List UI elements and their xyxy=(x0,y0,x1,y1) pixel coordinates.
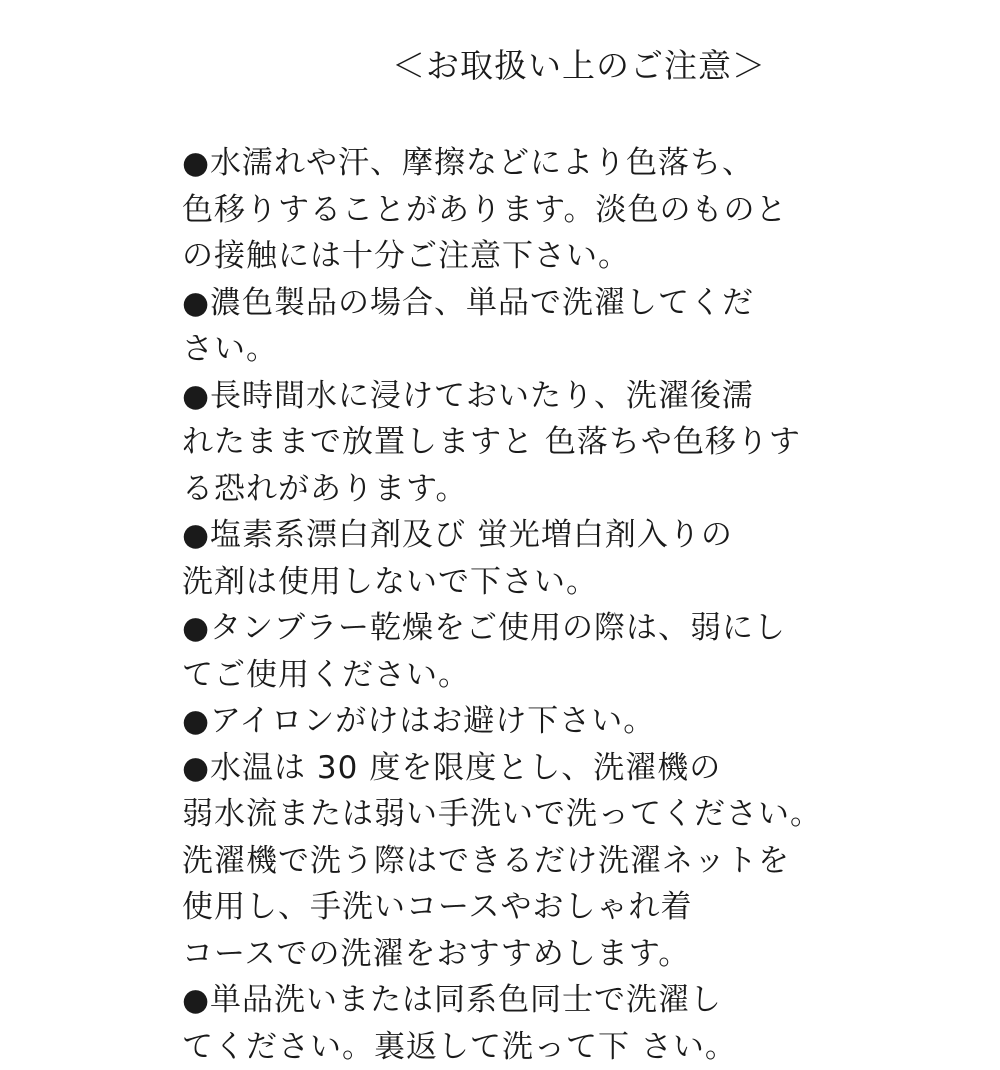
instruction-line: ●単品洗いまたは同系色同士で洗濯し xyxy=(182,977,982,1024)
instruction-line: 洗剤は使用しないで下さい。 xyxy=(182,559,982,606)
instruction-line: る恐れがあります。 xyxy=(182,466,982,513)
instruction-line: ●アイロンがけはお避け下さい。 xyxy=(182,698,982,745)
instruction-line: ●長時間水に浸けておいたり、洗濯後濡 xyxy=(182,373,982,420)
instruction-line: ●塩素系漂白剤及び 蛍光増白剤入りの xyxy=(182,512,982,559)
instruction-line: れたままで放置しますと 色落ちや色移りす xyxy=(182,419,982,466)
document-title: ＜お取扱い上のご注意＞ xyxy=(392,42,766,90)
instruction-line: てください。裏返して洗って下 さい。 xyxy=(182,1024,982,1070)
instruction-line: の接触には十分ご注意下さい。 xyxy=(182,233,982,280)
instruction-line: ●濃色製品の場合、単品で洗濯してくだ xyxy=(182,280,982,327)
instruction-line: 色移りすることがあります。淡色のものと xyxy=(182,187,982,234)
instruction-line: コースでの洗濯をおすすめします。 xyxy=(182,931,982,978)
instruction-line: てご使用ください。 xyxy=(182,652,982,699)
instruction-line: 弱水流または弱い手洗いで洗ってください。 xyxy=(182,791,982,838)
care-instructions xyxy=(182,140,982,1070)
instruction-line: ●水濡れや汗、摩擦などにより色落ち、 xyxy=(182,140,982,187)
instruction-line: ●タンブラー乾燥をご使用の際は、弱にし xyxy=(182,605,982,652)
instruction-line: 使用し、手洗いコースやおしゃれ着 xyxy=(182,884,982,931)
instruction-line: さい。 xyxy=(182,326,982,373)
instruction-line: ●水温は 30 度を限度とし、洗濯機の xyxy=(182,745,982,792)
instruction-line: 洗濯機で洗う際はできるだけ洗濯ネットを xyxy=(182,838,982,885)
